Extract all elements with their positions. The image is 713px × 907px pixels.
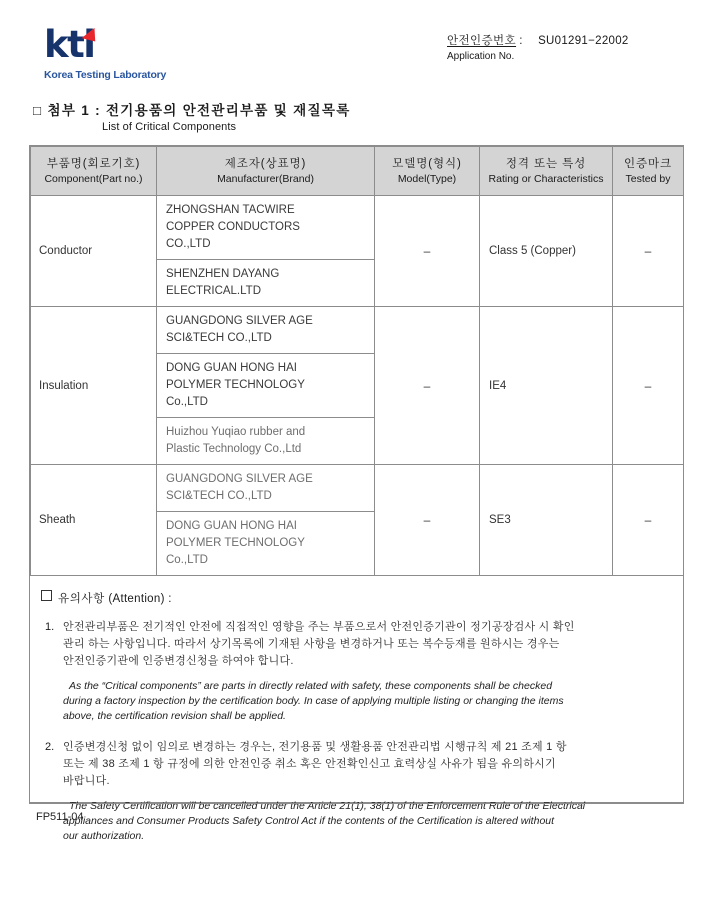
logo-subtitle: Korea Testing Laboratory [44,69,167,81]
note-line-ko: 관리 하는 사항입니다. 따라서 상기목록에 기재된 사항을 변경하거나 또는 복수등재를 원하시는 경우는 [63,638,560,650]
rating-cell: IE4 [480,307,613,465]
page-header [0,0,713,92]
manufacturer-line: ZHONGSHAN TACWIRE [166,204,295,216]
table-header-cell-3 [375,147,480,196]
manufacturer-entry [157,418,374,464]
table-header-cell-2 [157,147,375,196]
note-line-ko: 인증변경신청 없이 임의로 변경하는 경우는, 전기용품 및 생활용품 안전관리법 시행규칙 제 21 조제 1 항 [63,741,567,753]
document-title [33,99,351,133]
manufacturer-line: Co.,LTD [166,554,208,566]
manufacturer-line: Co.,LTD [166,396,208,408]
table-header-en: Tested by [625,172,671,185]
logo-wordmark [44,23,264,66]
footer-divider [29,803,684,804]
application-number-block [447,34,629,63]
note-line-ko: 안전관리부품은 전기적인 안전에 직접적인 영향을 주는 부품으로서 안전인증기관이 정기공장검사 시 확인 [63,621,575,633]
note-translation-en [63,679,669,724]
table-header-en: Manufacturer(Brand) [217,172,314,185]
note-body [63,619,669,736]
note-line-ko: 또는 제 38 조제 1 항 규정에 의한 안전인증 취소 혹은 안전확인신고 효력상실 사유가 됨을 유의하시기 [63,758,556,770]
note-line-ko: 안전인증기관에 인증변경신청을 하여야 합니다. [63,655,294,667]
critical-components-table [30,146,684,576]
footer-form-code: FP511-04 [36,811,84,823]
logo-text: ktl [44,23,95,66]
attention-note [41,739,669,856]
attention-section [30,576,683,856]
manufacturer-line: GUANGDONG SILVER AGE [166,473,313,485]
note-body [63,739,669,856]
tested-by-cell: – [613,465,684,576]
note-number: 2. [45,741,55,753]
table-row [31,465,684,576]
model-cell: – [375,307,480,465]
table-header-row [31,147,684,196]
checkbox-icon [41,590,52,601]
manufacturer-line: SCI&TECH CO.,LTD [166,490,272,502]
model-cell: – [375,465,480,576]
manufacturer-line: COPPER CONDUCTORS [166,221,300,233]
table-header-ko: 인증마크 [623,157,673,170]
table-header-en: Model(Type) [397,172,457,185]
manufacturer-line: DONG GUAN HONG HAI [166,520,297,532]
manufacturer-entry [157,465,374,512]
application-number-value: SU01291−22002 [538,35,629,47]
attention-heading-ko: 유의사항 [58,593,105,605]
attention-note [41,619,669,736]
manufacturer-line: CO.,LTD [166,238,211,250]
note-line-en: above, the certification revision shall be applied. [63,710,286,722]
manufacturer-entry [157,196,374,260]
note-line-en: appliances and Consumer Products Safety Control Act if the contents of the Certification is altered without [63,815,555,827]
manufacturer-entry [157,307,374,354]
manufacturer-cell [157,196,375,307]
table-header-ko: 제조자(상표명) [224,157,307,170]
table-header-ko: 부품명(회로기호) [46,157,141,170]
model-cell: – [375,196,480,307]
manufacturer-line: DONG GUAN HONG HAI [166,362,297,374]
table-row [31,196,684,307]
manufacturer-line: POLYMER TECHNOLOGY [166,537,305,549]
manufacturer-cell [157,465,375,576]
ktl-logo [44,23,264,81]
rating-cell: SE3 [480,465,613,576]
tested-by-cell: – [613,307,684,465]
attention-heading [41,590,669,606]
note-translation-en [63,799,669,844]
application-number-colon: : [519,35,523,47]
manufacturer-line: ELECTRICAL.LTD [166,285,262,297]
page-title-en: List of Critical Components [102,121,237,133]
component-name-cell: Conductor [31,196,157,307]
manufacturer-entry [157,354,374,418]
note-line-ko: 바랍니다. [63,775,110,787]
note-line-en: during a factory inspection by the certification body. In case of applying multiple listing or changing the items [63,695,564,707]
table-header-ko: 정격 또는 특성 [505,157,587,170]
attention-heading-en: (Attention) : [108,593,172,605]
table-header-ko: 모델명(형식) [392,157,462,170]
application-number-label-ko: 안전인증번호 [447,35,517,47]
tested-by-cell: – [613,196,684,307]
component-name-cell: Sheath [31,465,157,576]
manufacturer-entry [157,512,374,575]
manufacturer-cell [157,307,375,465]
rating-cell: Class 5 (Copper) [480,196,613,307]
note-line-en: The Safety Certification will be cancelled under the Article 21(1), 38(1) of the Enforcement Rule of the Electrical [69,800,586,812]
component-name-cell: Insulation [31,307,157,465]
page-title-ko: □ 첨부 1 : 전기용품의 안전관리부품 및 재질목록 [33,103,351,118]
manufacturer-entry [157,260,374,306]
manufacturer-line: POLYMER TECHNOLOGY [166,379,305,391]
application-number-label-en: Application No. [447,51,515,62]
manufacturer-line: GUANGDONG SILVER AGE [166,315,313,327]
table-header-cell-5 [613,147,684,196]
table-row [31,307,684,465]
manufacturer-line: Plastic Technology Co.,Ltd [166,443,302,455]
manufacturer-line: SCI&TECH CO.,LTD [166,332,272,344]
table-header-cell-1 [31,147,157,196]
note-line-en: As the “Critical components” are parts in directly related with safety, these components shall be checked [69,680,553,692]
note-line-en: our authorization. [63,830,145,842]
table-header-en: Component(Part no.) [44,172,143,185]
note-number: 1. [45,621,55,633]
manufacturer-line: SHENZHEN DAYANG [166,268,280,280]
manufacturer-line: Huizhou Yuqiao rubber and [166,426,306,438]
table-header-cell-4 [480,147,613,196]
table-header-en: Rating or Characteristics [488,172,604,185]
